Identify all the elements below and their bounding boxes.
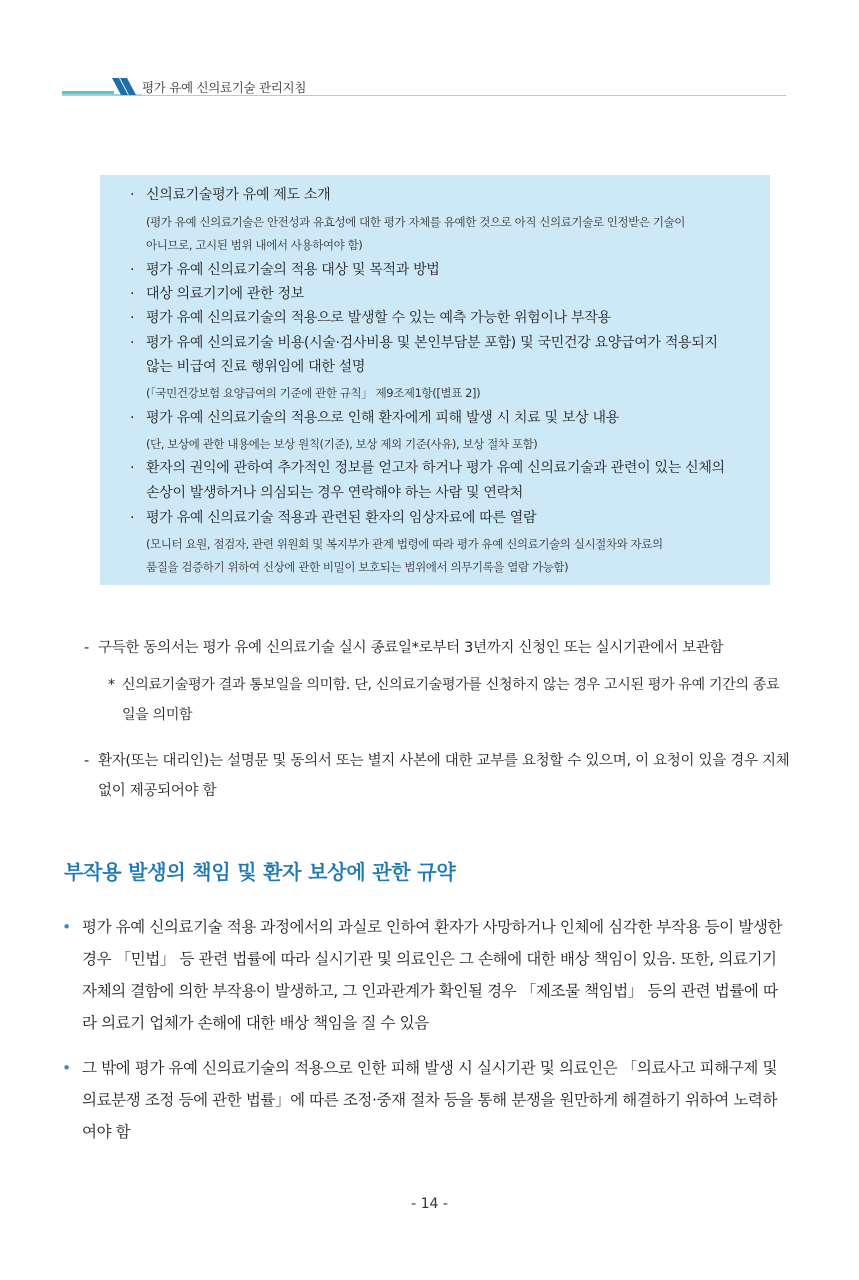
section-title: 부작용 발생의 책임 및 환자 보상에 관한 규약 [64, 860, 456, 884]
box-subnote: (모니터 요원, 점검자, 관련 위원회 및 복지부가 관계 법령에 따라 평가 유예 신의료기술의 실시절차와 자료의 [146, 537, 663, 551]
header-title: 평가 유예 신의료기술 관리지침 [142, 80, 307, 95]
page-number: - 14 - [411, 1196, 448, 1212]
box-subnote: (평가 유예 신의료기술은 안전성과 유효성에 대한 평가 자체를 유예한 것으로 아직 신의료기술로 인정받은 기술이 [146, 215, 686, 229]
header-stripe-logo [62, 74, 142, 96]
box-subnote: (단, 보상에 관한 내용에는 보상 원칙(기준), 보상 제외 기준(사유), 보상 절차 포함) [146, 437, 538, 451]
box-subnote: (「국민건강보험 요양급여의 기준에 관한 규칙」 제9조제1항([별표 2]) [146, 386, 481, 400]
page-header [62, 74, 786, 98]
box-subnote: 품질을 검증하기 위하여 신상에 관한 비밀이 보호되는 범위에서 의무기록을 열람 가능함) [146, 560, 569, 574]
consent-info-box: · 신의료기술평가 유예 제도 소개 (평가 유예 신의료기술은 안전성과 유효성에 대한 평가 자체를 유예한 것으로 아직 신의료기술로 인정받은 기술이 아니므로, 고시된 범위 내에서 사용하여야 함) · 평가 유예 신의료기술의 적용 대상 및 목적과 방법 · 대상 의료기기에 관한 정보 · 평가 유예 신의료기술의 적용으로 발생할 수 있는 예측 가능한 위험이나 부작용 · 평가 유예 신의료기술 비용(시술·검사비용 및 본인부담분 포함) 및 국민건강 요양급여가 적용되지 않는 비급여 진료 행위임에 대한 설명 (「국민건강보험 요양급여의 기준에 관한 규칙」 제9조제1항([별표 2]) · 평가 유예 신의료기술의 적용으로 인해 환자에게 피해 발생 시 치료 및 보상 내용 (단, 보상에 관한 내용에는 보상 원칙(기준), 보상 제외 기준(사유), 보상 절차 포함) · 환자의 권익에 관하여 추가적인 정보를 얻고자 하거나 평가 유예 신의료기술과 관련이 있는 신체의 손상이 발생하거나 의심되는 경우 연락해야 하는 사람 및 연락처 · 평가 유예 신의료기술 적용과 관련된 환자의 임상자료에 따른 열람 (모니터 요원, 점검자, 관련 위원회 및 복지부가 관계 법령에 따라 평가 유예 신의료기술의 실시절차와 자료의 품질을 검증하기 위하여 신상에 관한 비밀이 보호되는 범위에서 의무기록을 열람 가능함) [100, 175, 770, 585]
box-subnote: 아니므로, 고시된 범위 내에서 사용하여야 함) [146, 238, 363, 252]
